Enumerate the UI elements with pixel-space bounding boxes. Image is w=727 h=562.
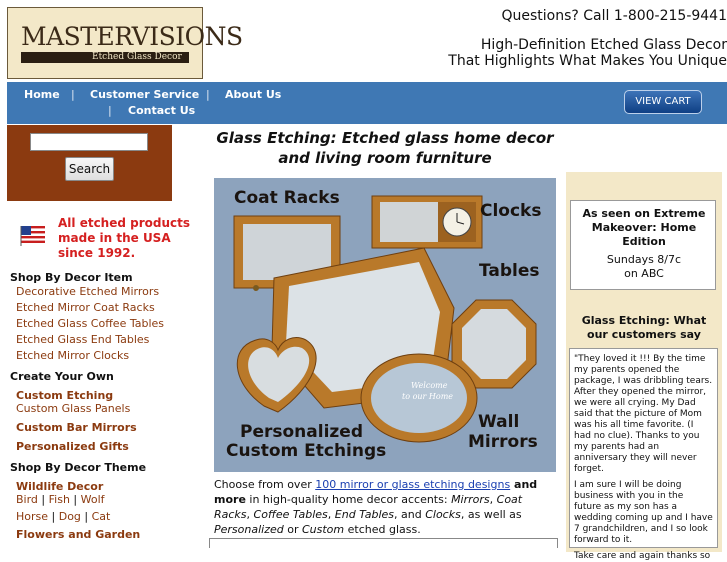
hero-welcome-line-2: to our Home	[402, 392, 454, 401]
extreme-makeover-box	[570, 200, 716, 290]
link-coat-racks[interactable]: Etched Mirror Coat Racks	[16, 301, 155, 314]
intro-text: ,	[246, 508, 254, 521]
intro-end-tables: End Tables	[334, 508, 395, 521]
shop-by-theme-heading: Shop By Decor Theme	[10, 461, 147, 474]
nav-customer-service[interactable]: Customer Service	[90, 88, 200, 101]
search-input[interactable]	[30, 133, 148, 151]
content-frame	[209, 538, 558, 548]
intro-personalized: Personalized	[214, 523, 284, 536]
reviews-heading: Glass Etching: What our customers say	[581, 314, 707, 341]
makeover-time-line-1: Sundays 8/7c	[606, 253, 682, 266]
hero-label-personalized: Personalized	[240, 422, 363, 442]
makeover-time-line-2: on ABC	[624, 267, 664, 280]
intro-coat-racks: Coat Racks	[214, 493, 523, 521]
link-dog[interactable]: Dog	[58, 510, 81, 523]
hero-label-clocks: Clocks	[480, 201, 542, 221]
wildlife-links-row-2: Horse | Dog | Cat	[16, 510, 111, 523]
tagline-line-1: High-Definition Etched Glass Decor	[480, 37, 727, 53]
usa-flag-icon	[19, 224, 47, 246]
nav-separator: |	[206, 88, 210, 101]
link-mirror-clocks[interactable]: Etched Mirror Clocks	[16, 349, 130, 362]
link-fish[interactable]: Fish	[48, 493, 70, 506]
intro-text: Choose from over	[214, 478, 316, 491]
link-bird[interactable]: Bird	[16, 493, 38, 506]
intro-mirrors: Mirrors	[451, 493, 490, 506]
link-decorative-mirrors[interactable]: Decorative Etched Mirrors	[16, 285, 160, 298]
link-custom-glass-panels[interactable]: Custom Glass Panels	[16, 402, 131, 415]
makeover-title: As seen on Extreme Makeover: Home Edition	[582, 207, 706, 248]
intro-paragraph	[214, 477, 558, 537]
logo-subtitle: Etched Glass Decor	[92, 52, 182, 62]
designs-link[interactable]: 100 mirror or glass etching designs	[315, 478, 511, 491]
hero-label-tables: Tables	[479, 261, 540, 281]
hero-label-mirrors: Mirrors	[468, 432, 538, 452]
intro-coffee-tables: Coffee Tables	[253, 508, 328, 521]
link-custom-bar-mirrors[interactable]: Custom Bar Mirrors	[16, 421, 137, 434]
link-horse[interactable]: Horse	[16, 510, 49, 523]
link-wildlife-decor[interactable]: Wildlife Decor	[16, 480, 104, 493]
intro-custom: Custom	[301, 523, 345, 536]
link-end-tables[interactable]: Etched Glass End Tables	[16, 333, 150, 346]
nav-home[interactable]: Home	[24, 88, 60, 101]
nav-contact-us[interactable]: Contact Us	[128, 104, 196, 117]
made-in-usa-text: All etched products made in the USA since 1992.	[58, 216, 191, 260]
tagline-line-2: That Highlights What Makes You Unique	[448, 53, 727, 69]
hero-label-wall: Wall	[478, 412, 520, 432]
link-wolf[interactable]: Wolf	[80, 493, 105, 506]
search-button[interactable]: Search	[65, 157, 114, 181]
link-flowers-garden[interactable]: Flowers and Garden	[16, 528, 141, 541]
intro-text: etched glass.	[344, 523, 421, 536]
intro-text: in high-quality home decor accents:	[245, 493, 452, 506]
intro-text: , and	[394, 508, 426, 521]
nav-about-us[interactable]: About Us	[225, 88, 282, 101]
link-custom-etching[interactable]: Custom Etching	[16, 389, 114, 402]
intro-text: ,	[327, 508, 335, 521]
link-cat[interactable]: Cat	[91, 510, 111, 523]
nav-separator: |	[71, 88, 75, 101]
link-personalized-gifts[interactable]: Personalized Gifts	[16, 440, 129, 453]
intro-text: ,	[489, 493, 497, 506]
phone-number: Questions? Call 1-800-215-9441	[501, 8, 727, 24]
hero-label-custom-etchings: Custom Etchings	[226, 441, 387, 461]
hero-welcome-line-1: Welcome	[411, 381, 448, 390]
link-coffee-tables[interactable]: Etched Glass Coffee Tables	[16, 317, 165, 330]
hero-label-coat-racks: Coat Racks	[234, 188, 340, 208]
intro-text: , as well as	[460, 508, 522, 521]
intro-clocks: Clocks	[425, 508, 461, 521]
create-your-own-heading: Create Your Own	[10, 370, 114, 383]
intro-bold: and more	[214, 478, 538, 506]
shop-by-item-heading: Shop By Decor Item	[10, 271, 133, 284]
wildlife-links-row-1: Bird | Fish | Wolf	[16, 493, 105, 506]
review-text: "They loved it !!! By the time my parents opened the package, I was dribbling tears. After they opened the mirror, we were all crying. My Dad said that the picture of Mom was his all time favorite. (I had no clue). Thanks to you my parents had an anniversary they will never forget.	[574, 354, 713, 474]
review-text: Take care and again thanks so	[574, 551, 711, 561]
review-text: I am sure I will be doing business with you in the future as my son has a wedding coming up and I have 7 grandchildren, and I so look forward to it.	[574, 480, 713, 545]
intro-text: or	[283, 523, 302, 536]
reviews-scroll-box[interactable]	[569, 348, 718, 561]
site-logo[interactable]	[7, 7, 243, 79]
makeover-schedule	[571, 253, 717, 281]
logo-title: MASTERVISIONS	[21, 22, 243, 51]
view-cart-button[interactable]: VIEW CART	[624, 90, 702, 114]
page-title: Glass Etching: Etched glass home decor and living room furniture	[216, 129, 554, 167]
nav-separator: |	[108, 104, 112, 117]
hero-banner[interactable]	[214, 178, 556, 472]
